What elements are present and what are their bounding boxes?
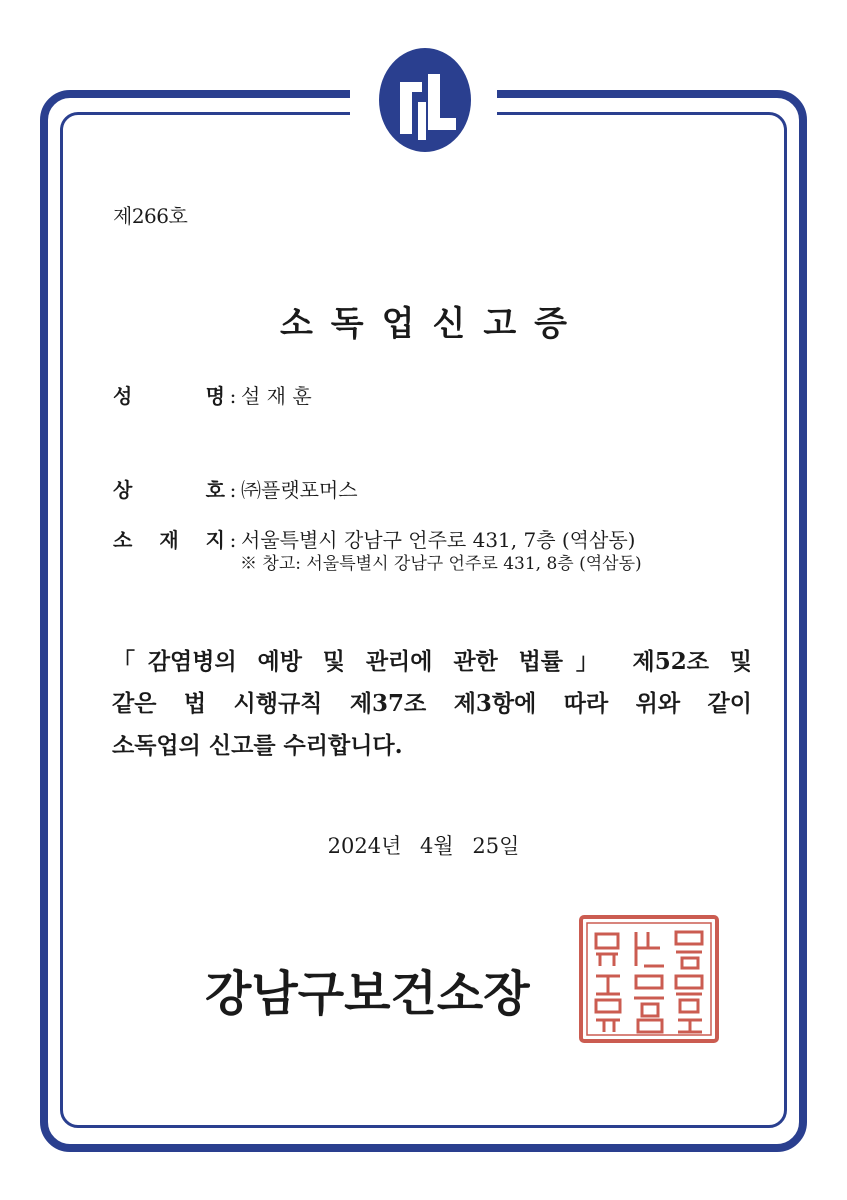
location-value: 서울특별시 강남구 언주로 431, 7층 (역삼동) xyxy=(241,528,636,552)
name-label xyxy=(113,380,225,409)
trade-name-value: ㈜플랫포머스 xyxy=(241,478,358,502)
warehouse-note: ※ 창고: 서울특별시 강남구 언주로 431, 8층 (역삼동) xyxy=(240,554,642,574)
location-label xyxy=(113,524,225,553)
name-colon: : xyxy=(229,384,237,408)
issue-date: 2024년 4월 25일 xyxy=(327,834,520,858)
body-text-line-1: 「감염병의 예방 및 관리에 관한 법률」 제52조 및 xyxy=(112,648,752,675)
location-colon: : xyxy=(229,528,237,552)
location-label-char: 지 xyxy=(205,528,225,552)
location-label-char: 재 xyxy=(159,528,179,552)
trade-name-label-char: 호 xyxy=(205,478,225,502)
name-field xyxy=(113,380,312,409)
issuer-name: 강남구보건소장 xyxy=(205,966,530,1022)
trade-name-label xyxy=(113,474,225,503)
trade-name-field xyxy=(113,474,358,503)
gangnam-district-emblem-icon xyxy=(360,44,490,156)
body-text-line-2: 같은 법 시행규칙 제37조 제3항에 따라 위와 같이 xyxy=(112,690,752,717)
location-label-char: 소 xyxy=(113,528,133,552)
official-seal-stamp xyxy=(578,914,720,1044)
name-label-char: 성 xyxy=(113,384,133,408)
trade-name-colon: : xyxy=(229,478,237,502)
body-text-line-3: 소독업의 신고를 수리합니다. xyxy=(112,732,403,759)
document-title: 소독업신고증 xyxy=(279,304,586,344)
name-label-char: 명 xyxy=(205,384,225,408)
name-value: 설 재 훈 xyxy=(241,384,312,408)
trade-name-label-char: 상 xyxy=(113,478,133,502)
certificate-number: 제266호 xyxy=(113,204,188,228)
